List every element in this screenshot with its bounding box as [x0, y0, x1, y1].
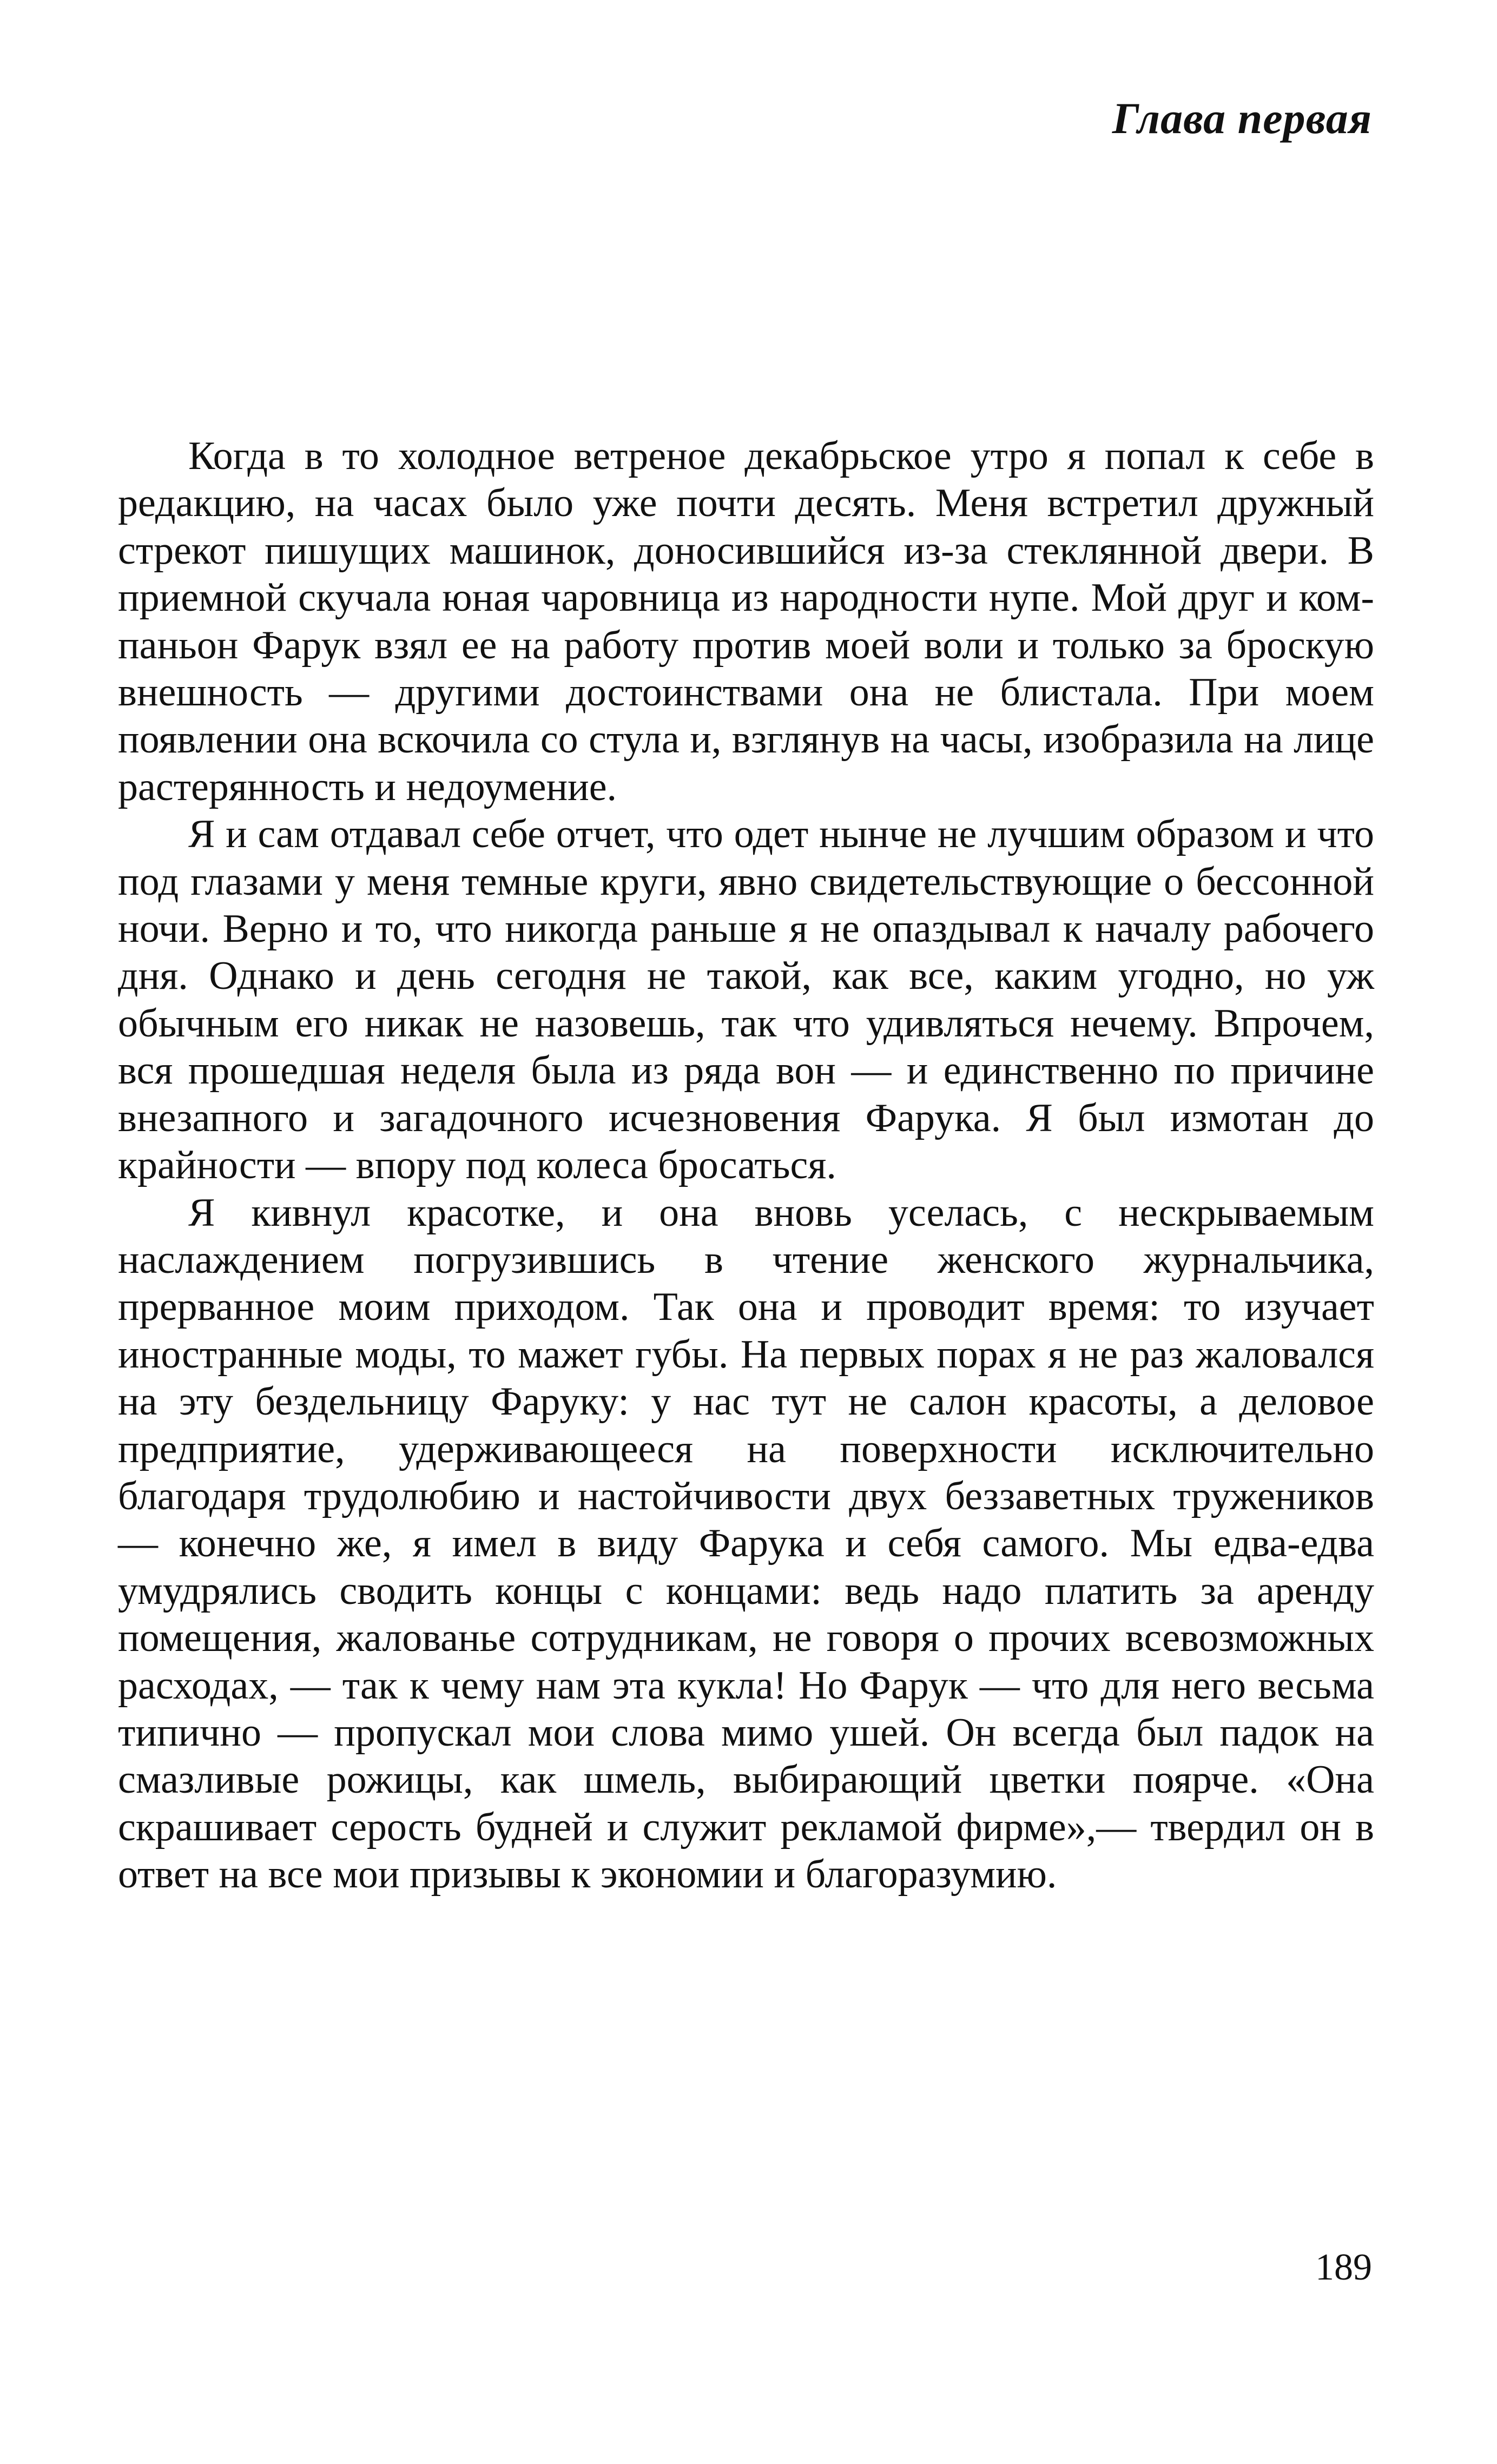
- chapter-title: Глава первая: [1112, 94, 1372, 143]
- paragraph: Я кивнул красотке, и она вновь уселась, с нескрываемым наслаждением погрузившись в чтение женского журнальчика, прерванное моим приходом. Так она и проводит время: то изучает иностранные моды, то мажет губы. На первых порах я не раз жаловался на эту бездельницу Фаруку: у нас тут не салон красоты, а деловое предприятие, удерживающееся на поверхности исключительно благодаря трудолюбию и настойчивости двух беззаветных тружеников — конечно же, я имел в виду Фарука и себя самого. Мы едва-едва умудрялись сводить концы с концами: ведь надо платить за аренду помещения, жалованье сотрудникам, не говоря о прочих всевозможных расходах, — так к чему нам эта кукла! Но Фарук — что для него весьма типично — пропускал мои слова мимо ушей. Он всегда был падок на смазливые рожицы, как шмель, выбирающий цветки поярче. «Она скрашивает серость будней и служит рекламой фирме»,— твердил он в ответ на все мои призывы к экономии и благоразумию.: [118, 1190, 1374, 1897]
- paragraph: Я и сам отдавал себе отчет, что одет нынче не лучшим образом и что под глазами у меня темные круги, явно свидетельствующие о бессонной ночи. Верно и то, что никогда раньше я не опаздывал к началу рабочего дня. Однако и день сегодня не такой, как все, каким угодно, но уж обычным его никак не назовешь, так что удивляться нечему. Впрочем, вся прошедшая неделя была из ряда вон — и единственно по причине внезапного и загадочного исчезновения Фарука. Я был измотан до крайности — впору под колеса бросаться.: [118, 812, 1374, 1188]
- body-text: [118, 433, 1374, 1899]
- paragraph: Когда в то холодное ветреное декабрьское утро я попал к себе в редакцию, на часах было уже почти десять. Меня встретил дружный стрекот пишущих машинок, доносившийся из-за стеклянной двери. В приемной скучала юная чаровница из народности нупе. Мой друг и компаньон Фарук взял ее на работу против моей воли и только за броскую внешность — другими достоинствами она не блистала. При моем появлении она вскочила со стула и, взглянув на часы, изобразила на лице растерянность и недоумение.: [118, 434, 1374, 809]
- page-number: 189: [1315, 2247, 1372, 2288]
